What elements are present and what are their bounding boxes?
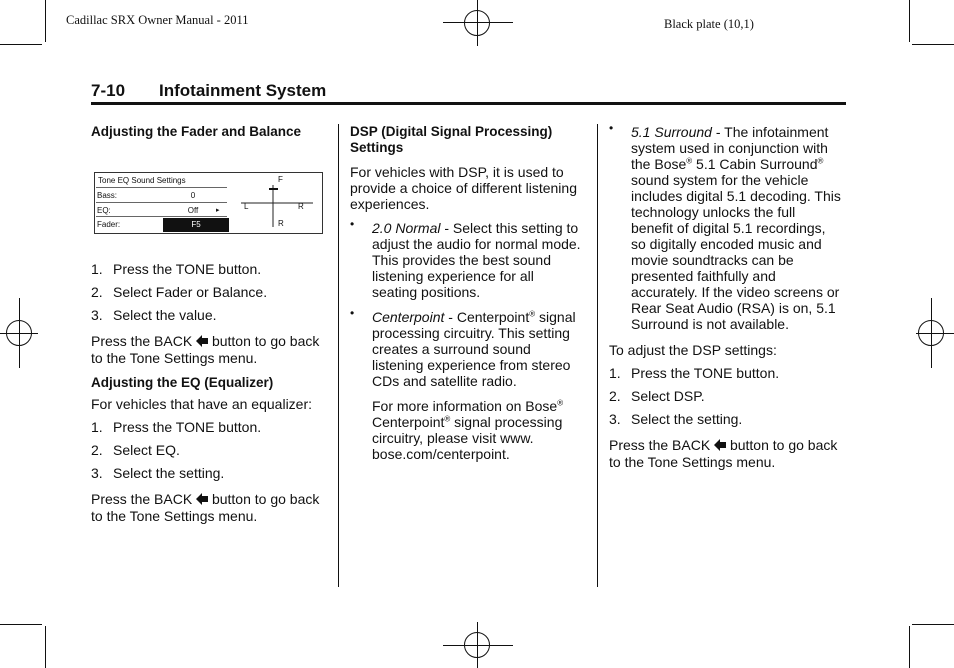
tone-settings-display: [94, 172, 323, 234]
registration-line: [19, 298, 20, 368]
back-instruction: [609, 437, 841, 471]
back-text: button to go back to the Tone Settings menu.: [609, 437, 838, 470]
column-1-body: [91, 261, 331, 525]
display-row-value: 0: [190, 191, 196, 200]
list-item: [350, 217, 582, 300]
list-item: 3. Select the setting.: [609, 411, 743, 427]
dsp-heading: DSP (Digital Signal Processing) Settings: [350, 124, 553, 155]
registered-mark: ®: [529, 309, 536, 319]
registered-mark: ®: [557, 398, 564, 408]
back-arrow-icon: [196, 335, 208, 347]
back-text: Press the BACK: [609, 437, 711, 453]
registered-mark: ®: [686, 156, 693, 166]
step-text: Select the value.: [113, 307, 217, 323]
bullet-icon: •: [609, 121, 614, 135]
list-item: 1. Press the TONE button.: [91, 261, 262, 277]
registered-mark: ®: [817, 156, 824, 166]
list-item: [609, 121, 841, 332]
description: - The infotainment system used in conjunction with the Bose: [631, 124, 829, 172]
display-selected-value: F5: [163, 218, 229, 232]
column-1: [91, 124, 329, 140]
term: 2.0 Normal: [372, 220, 441, 236]
step-text: Press the TONE button.: [631, 365, 780, 381]
column-3: [609, 121, 841, 471]
list-item: 2. Select DSP.: [609, 388, 705, 404]
section-title: Infotainment System: [159, 81, 327, 100]
more-info: [350, 398, 582, 462]
back-text: Press the BACK: [91, 491, 193, 507]
term: Centerpoint: [372, 309, 445, 325]
description: 5.1 Cabin Surround: [692, 156, 818, 172]
eq-intro: For vehicles that have an equalizer:: [91, 396, 313, 412]
step-text: Select EQ.: [113, 442, 180, 458]
crop-mark: [0, 624, 42, 625]
description: For more information on Bose: [372, 398, 558, 414]
bullet-icon: •: [350, 306, 355, 320]
step-text: Select Fader or Balance.: [113, 284, 268, 300]
step-text: Select the setting.: [113, 465, 225, 481]
description: - Centerpoint: [444, 309, 530, 325]
dsp-adjust-intro: To adjust the DSP settings:: [609, 342, 777, 358]
grid-label-right: R: [298, 202, 304, 211]
description: signal processing circuitry, please visit www. bose.com/centerpoint.: [372, 414, 563, 462]
back-arrow-icon: [196, 493, 208, 505]
display-row-label: Fader:: [97, 220, 121, 229]
page-title: [91, 81, 326, 101]
display-title: Tone EQ Sound Settings: [98, 176, 186, 185]
step-text: Press the TONE button.: [113, 419, 262, 435]
list-item: 1. Press the TONE button.: [609, 365, 780, 381]
display-divider: [96, 187, 227, 188]
term: 5.1 Surround: [631, 124, 712, 140]
list-item: 3. Select the setting.: [91, 465, 225, 481]
list-item: 1. Press the TONE button.: [91, 419, 262, 435]
step-text: Press the TONE button.: [113, 261, 262, 277]
display-row-label: EQ:: [97, 206, 111, 215]
column-divider: [338, 124, 339, 587]
chevron-right-icon: ▸: [216, 207, 220, 214]
display-divider: [96, 202, 227, 203]
crop-mark: [912, 44, 954, 45]
description: - Select this setting to adjust the audio for normal mode. This provides the best sound listening experience for all seating positions.: [372, 220, 581, 300]
crop-mark: [0, 44, 42, 45]
column-2: [350, 124, 582, 462]
back-text: button to go back to the Tone Settings menu.: [91, 491, 320, 524]
description: signal processing circuitry. This setting creates a surround sound listening experience from stereo CDs and satellite radio.: [372, 309, 576, 389]
column-divider: [597, 124, 598, 587]
registration-line: [931, 298, 932, 368]
back-instruction: [91, 333, 331, 367]
registration-line: [477, 0, 478, 46]
back-arrow-icon: [714, 439, 726, 451]
description: Centerpoint: [372, 414, 445, 430]
list-item: 3. Select the value.: [91, 307, 217, 323]
grid-label-left: L: [244, 202, 249, 211]
back-text: button to go back to the Tone Settings menu.: [91, 333, 320, 366]
manual-title: Cadillac SRX Owner Manual - 2011: [66, 13, 249, 27]
dsp-intro: For vehicles with DSP, it is used to provide a choice of different listening experiences.: [350, 164, 577, 212]
registration-line: [443, 645, 513, 646]
eq-heading: Adjusting the EQ (Equalizer): [91, 375, 274, 390]
bullet-icon: •: [350, 217, 355, 231]
back-text: Press the BACK: [91, 333, 193, 349]
title-rule: [91, 102, 846, 105]
back-instruction: [91, 491, 331, 525]
registration-line: [443, 22, 513, 23]
list-item: 2. Select EQ.: [91, 442, 180, 458]
list-item: [350, 306, 582, 389]
step-text: Select DSP.: [631, 388, 705, 404]
crop-mark: [909, 0, 910, 42]
display-row-value: Off: [187, 206, 199, 215]
crop-mark: [45, 0, 46, 42]
registration-line: [477, 622, 478, 668]
description: sound system for the vehicle includes digital 5.1 decoding. This technology unlocks the full benefit of digital 5.1 recordings, so digitally encoded music and movie soundtracks can be presented faithfully and accurately. If the video screens or Rear Seat Audio (RSA) is on, 5.1 Surround is not available.: [631, 172, 841, 332]
registration-line: [916, 333, 954, 334]
crop-mark: [912, 624, 954, 625]
display-row-label: Bass:: [97, 191, 118, 200]
display-divider: [96, 216, 227, 217]
crop-mark: [909, 626, 910, 668]
grid-label-front: F: [278, 175, 283, 184]
registered-mark: ®: [444, 414, 451, 424]
plate-label: Black plate (10,1): [664, 17, 754, 31]
grid-label-rear: R: [278, 219, 284, 228]
crop-mark: [45, 626, 46, 668]
section-number: 7-10: [91, 81, 126, 100]
list-item: 2. Select Fader or Balance.: [91, 284, 268, 300]
step-text: Select the setting.: [631, 411, 743, 427]
fader-heading: Adjusting the Fader and Balance: [91, 124, 302, 139]
